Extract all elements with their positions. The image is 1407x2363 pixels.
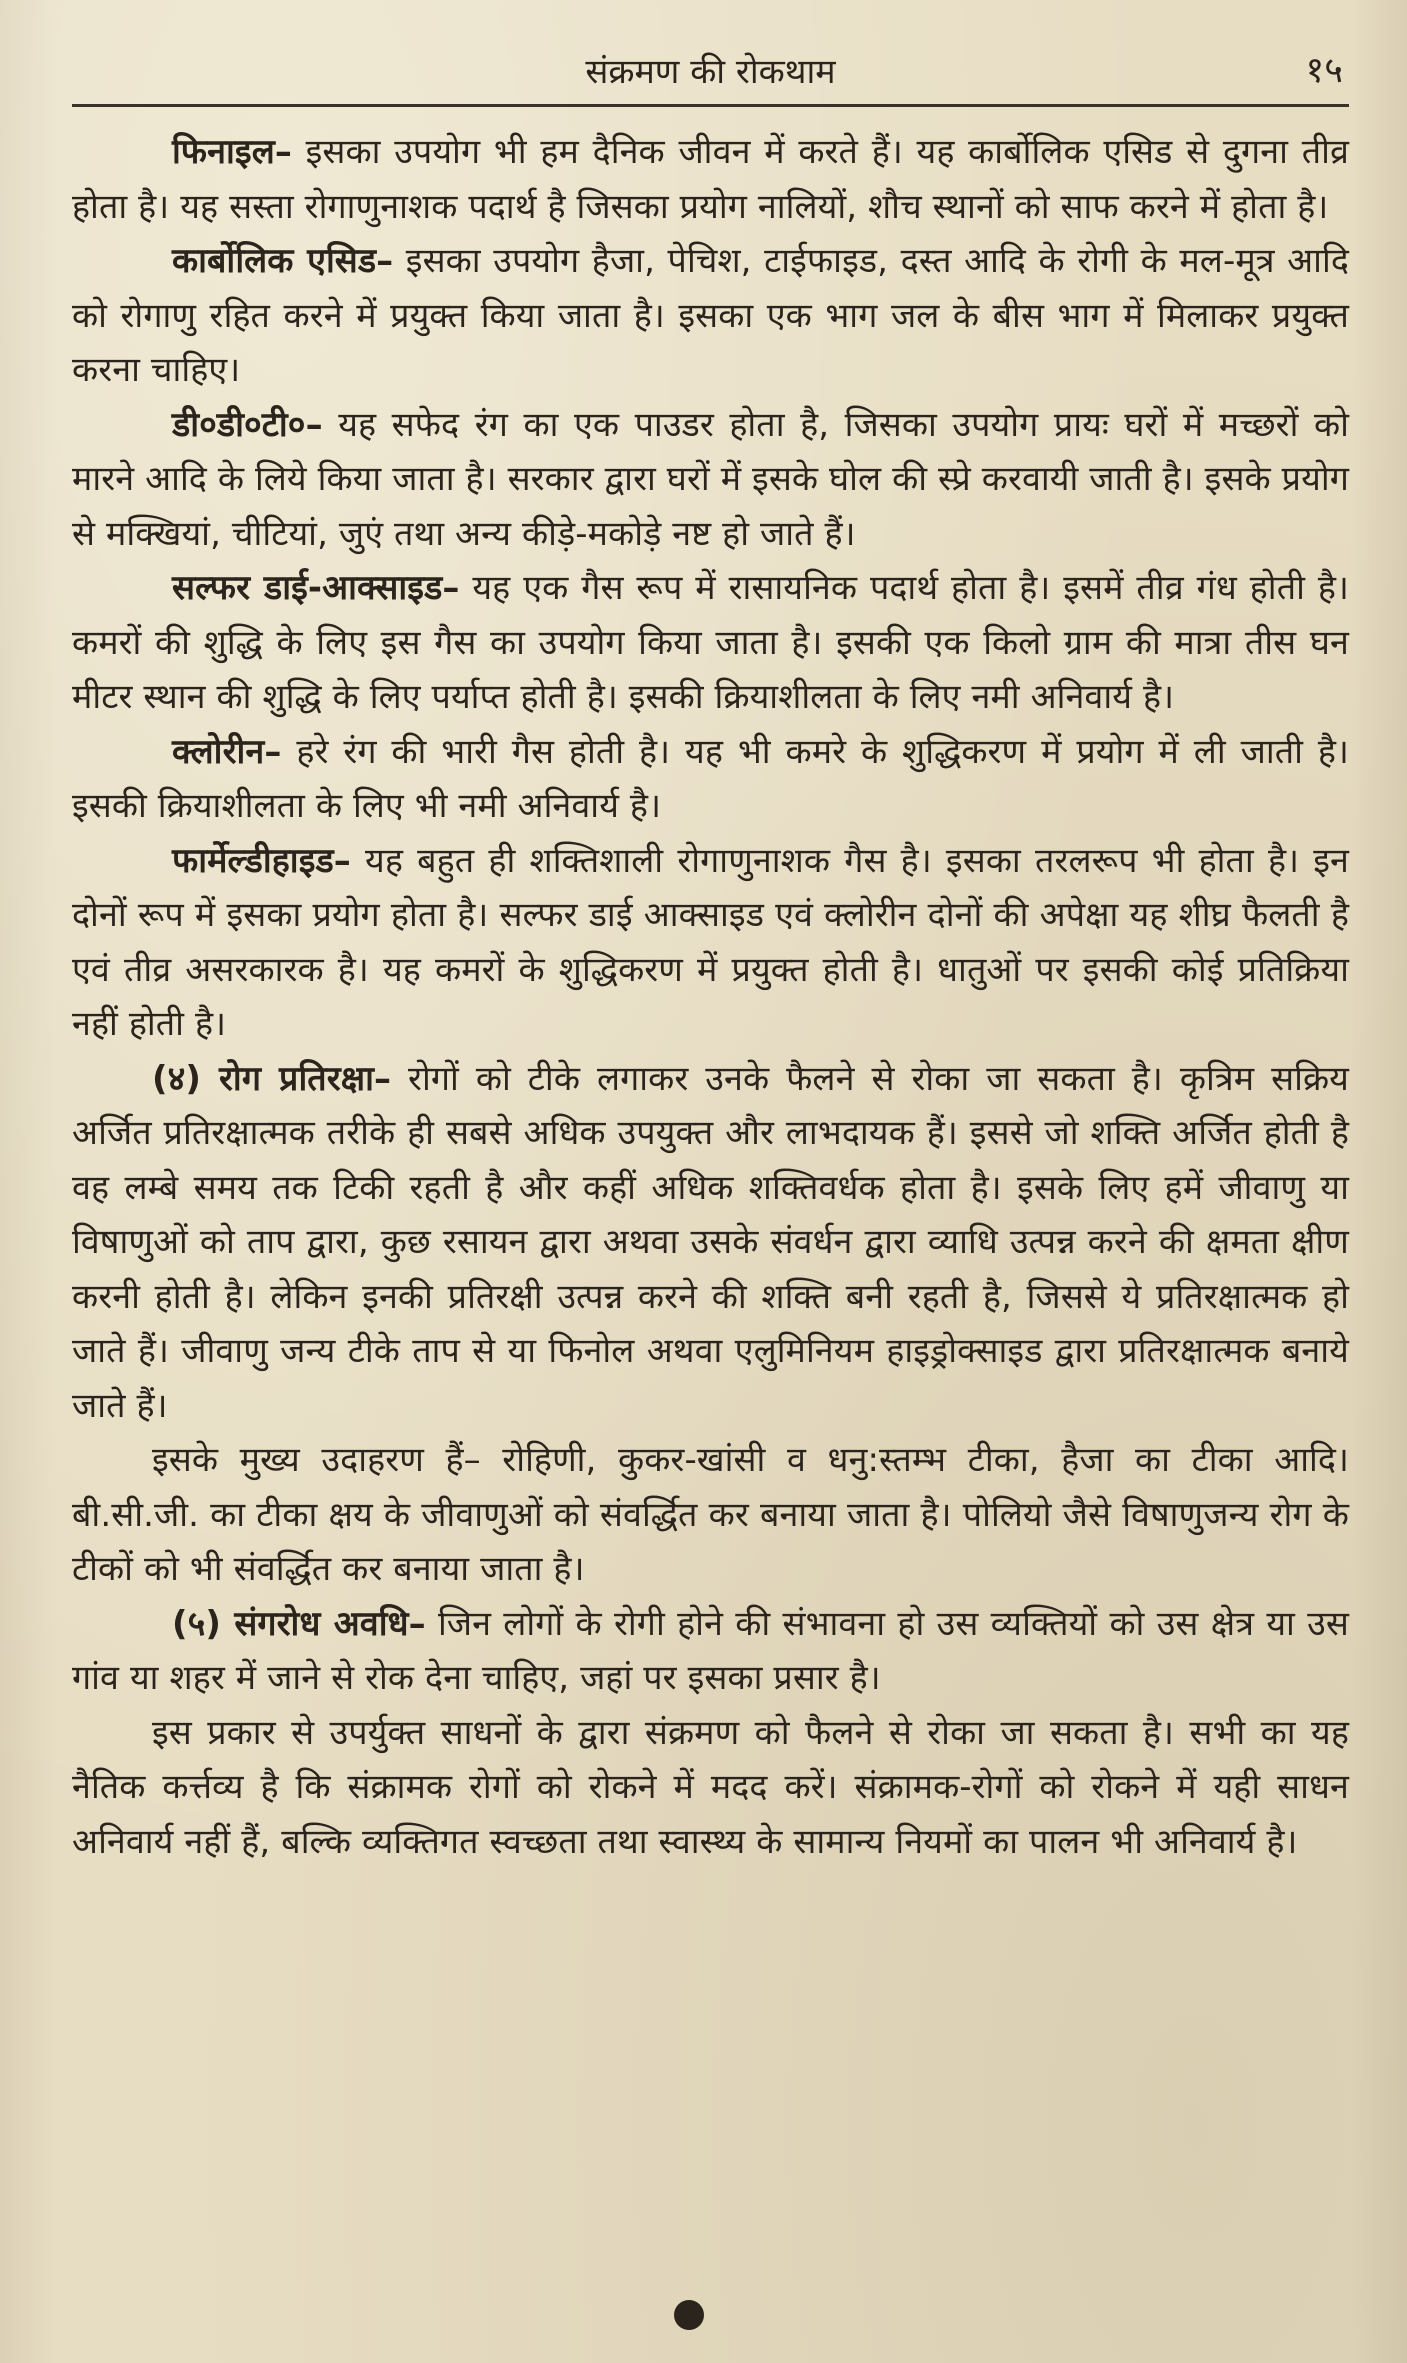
footer-dot-mark [674,2300,704,2330]
paragraph-text: रोगों को टीके लगाकर उनके फैलने से रोका जा सकता है। कृत्रिम सक्रिय अर्जित प्रतिरक्षात्मक तरीके ही सबसे अधिक उपयुक्त और लाभदायक हैं। इससे जो शक्ति अर्जित होती है वह लम्बे समय तक टिकी रहती है और कहीं अधिक शक्तिवर्धक होता है। इसके लिए हमें जीवाणु या विषाणुओं को ताप द्वारा, कुछ रसायन द्वारा अथवा उसके संवर्धन द्वारा व्याधि उत्पन्न करने की क्षमता क्षीण करनी होती है। लेकिन इनकी प्रतिरक्षी उत्पन्न करने की शक्ति बनी रहती है, जिससे ये प्रतिरक्षात्मक हो जाते हैं। जीवाणु जन्य टीके ताप से या फिनोल अथवा एलुमिनियम हाइड्रोक्साइड द्वारा प्रतिरक्षात्मक बनाये जाते हैं। [72,1058,1349,1426]
paragraph-text: इसका उपयोग भी हम दैनिक जीवन में करते हैं। यह कार्बोलिक एसिड से दुगना तीव्र होता है। यह सस्ता रोगाणुनाशक पदार्थ है जिसका प्रयोग नालियों, शौच स्थानों को साफ करने में होता है। [72,132,1349,227]
page-number: १५ [1305,50,1343,91]
paragraph-vaccine-examples [72,1433,1349,1597]
paragraph-sulphur-dioxide [72,561,1349,725]
paragraph-text: जिन लोगों के रोगी होने की संभावना हो उस व्यक्तियों को उस क्षेत्र या उस गांव या शहर में जाने से रोक देना चाहिए, जहां पर इसका प्रसार है। [72,1603,1349,1698]
paragraph-text: इसके मुख्य उदाहरण हैं– रोहिणी, कुकर-खांसी व धनु:स्तम्भ टीका, हैजा का टीका आदि। बी.सी.जी. का टीका क्षय के जीवाणुओं को संवर्द्धित कर बनाया जाता है। पोलियो जैसे विषाणुजन्य रोग के टीकों को भी संवर्द्धित कर बनाया जाता है। [72,1440,1349,1589]
paragraph-text: यह सफेद रंग का एक पाउडर होता है, जिसका उपयोग प्रायः घरों में मच्छरों को मारने आदि के लिये किया जाता है। सरकार द्वारा घरों में इसके घोल की स्प्रे करवायी जाती है। इसके प्रयोग से मक्खियां, चीटियां, जुएं तथा अन्य कीड़े-मकोड़े नष्ट हो जाते हैं। [72,404,1349,554]
paragraph-immunization [72,1052,1349,1434]
running-title: संक्रमण की रोकथाम [585,52,836,92]
paragraph-text: हरे रंग की भारी गैस होती है। यह भी कमरे के शुद्धिकरण में प्रयोग में ली जाती है। इसकी क्रियाशीलता के लिए भी नमी अनिवार्य है। [72,731,1349,826]
paragraph-text: इसका उपयोग हैजा, पेचिश, टाईफाइड, दस्त आदि के रोगी के मल-मूत्र आदि को रोगाणु रहित करने में प्रयुक्त किया जाता है। इसका एक भाग जल के बीस भाग में मिलाकर प्रयुक्त करना चाहिए। [72,241,1349,390]
term-heading: फिनाइल– [172,132,292,172]
page-header [72,44,1349,107]
paragraph-text: यह बहुत ही शक्तिशाली रोगाणुनाशक गैस है। इसका तरलरूप भी होता है। इन दोनों रूप में इसका प्रयोग होता है। सल्फर डाई आक्साइड एवं क्लोरीन दोनों की अपेक्षा यह शीघ्र फैलती है एवं तीव्र असरकारक है। यह कमरों के शुद्धिकरण में प्रयुक्त होती है। धातुओं पर इसकी कोई प्रतिक्रिया नहीं होती है। [72,840,1349,1044]
term-heading: डी०डी०टी०– [172,404,323,445]
paragraph-chlorine [72,725,1349,834]
paragraph-text: इस प्रकार से उपर्युक्त साधनों के द्वारा संक्रमण को फैलने से रोका जा सकता है। सभी का यह नैतिक कर्त्तव्य है कि संक्रामक रोगों को रोकने में मदद करें। संक्रामक-रोगों को रोकने में यही साधन अनिवार्य नहीं हैं, बल्कि व्यक्तिगत स्वच्छता तथा स्वास्थ्य के सामान्य नियमों का पालन भी अनिवार्य है। [72,1712,1349,1862]
term-heading: क्लोरीन– [172,731,282,772]
paragraph-quarantine [72,1597,1349,1706]
term-heading: (४) रोग प्रतिरक्षा– [152,1058,392,1099]
paragraph-phenyl [72,125,1349,234]
term-heading: फार्मेल्डीहाइड– [172,840,351,881]
term-heading: कार्बोलिक एसिड– [172,241,394,281]
page-body [72,125,1349,1869]
term-heading: (५) संगरोध अवधि– [172,1603,426,1644]
term-heading: सल्फर डाई-आक्साइड– [172,568,460,608]
paragraph-formaldehyde [72,834,1349,1052]
paragraph-carbolic-acid [72,234,1349,398]
paragraph-text: यह एक गैस रूप में रासायनिक पदार्थ होता है। इसमें तीव्र गंध होती है। कमरों की शुद्धि के लिए इस गैस का उपयोग किया जाता है। इसकी एक किलो ग्राम की मात्रा तीस घन मीटर स्थान की शुद्धि के लिए पर्याप्त होती है। इसकी क्रियाशीलता के लिए नमी अनिवार्य है। [72,568,1350,717]
paragraph-ddt [72,398,1349,562]
paragraph-conclusion [72,1706,1349,1870]
